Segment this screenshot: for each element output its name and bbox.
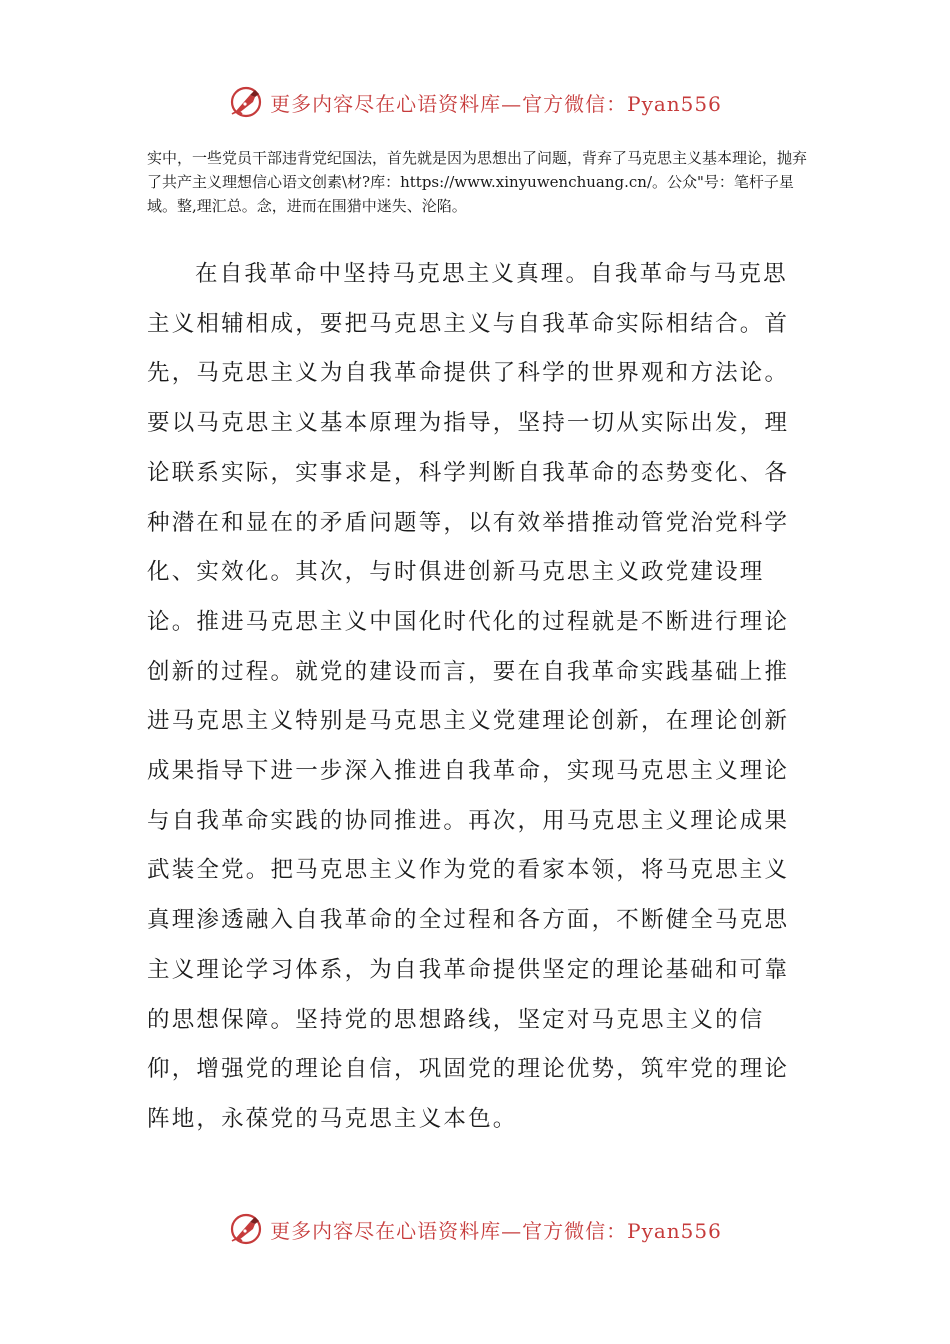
pen-nib-icon bbox=[228, 1211, 264, 1247]
banner-text: 更多内容尽在心语资料库—官方微信：Pyan556 bbox=[270, 91, 722, 116]
intro-paragraph: 实中，一些党员干部违背党纪国法，首先就是因为思想出了问题，背弃了马克思主义基本理论，抛弃了共产主义理想信心语文创素\材?库：https://www.xinyuwenchuang.cn/。公众"号：笔杆子星域。整,理汇总。念，进而在围猎中迷失、沦陷。 bbox=[147, 149, 808, 215]
footer-banner bbox=[0, 1209, 950, 1249]
header-banner bbox=[0, 82, 950, 122]
banner-text: 更多内容尽在心语资料库—官方微信：Pyan556 bbox=[270, 1218, 722, 1243]
pen-nib-icon bbox=[228, 84, 264, 120]
main-paragraph: 在自我革命中坚持马克思主义真理。自我革命与马克思主义相辅相成，要把马克思主义与自我革命实际相结合。首先，马克思主义为自我革命提供了科学的世界观和方法论。要以马克思主义基本原理为指导，坚持一切从实际出发，理论联系实际，实事求是，科学判断自我革命的态势变化、各种潜在和显在的矛盾问题等，以有效举措推动管党治党科学化、实效化。其次，与时俱进创新马克思主义政党建设理论。推进马克思主义中国化时代化的过程就是不断进行理论创新的过程。就党的建设而言，要在自我革命实践基础上推进马克思主义特别是马克思主义党建理论创新，在理论创新成果指导下进一步深入推进自我革命，实现马克思主义理论与自我革命实践的协同推进。再次，用马克思主义理论成果武装全党。把马克思主义作为党的看家本领，将马克思主义真理渗透融入自我革命的全过程和各方面，不断健全马克思主义理论学习体系，为自我革命提供坚定的理论基础和可靠的思想保障。坚持党的思想路线，坚定对马克思主义的信仰，增强党的理论自信，巩固党的理论优势，筑牢党的理论阵地，永葆党的马克思主义本色。 bbox=[147, 261, 790, 1132]
